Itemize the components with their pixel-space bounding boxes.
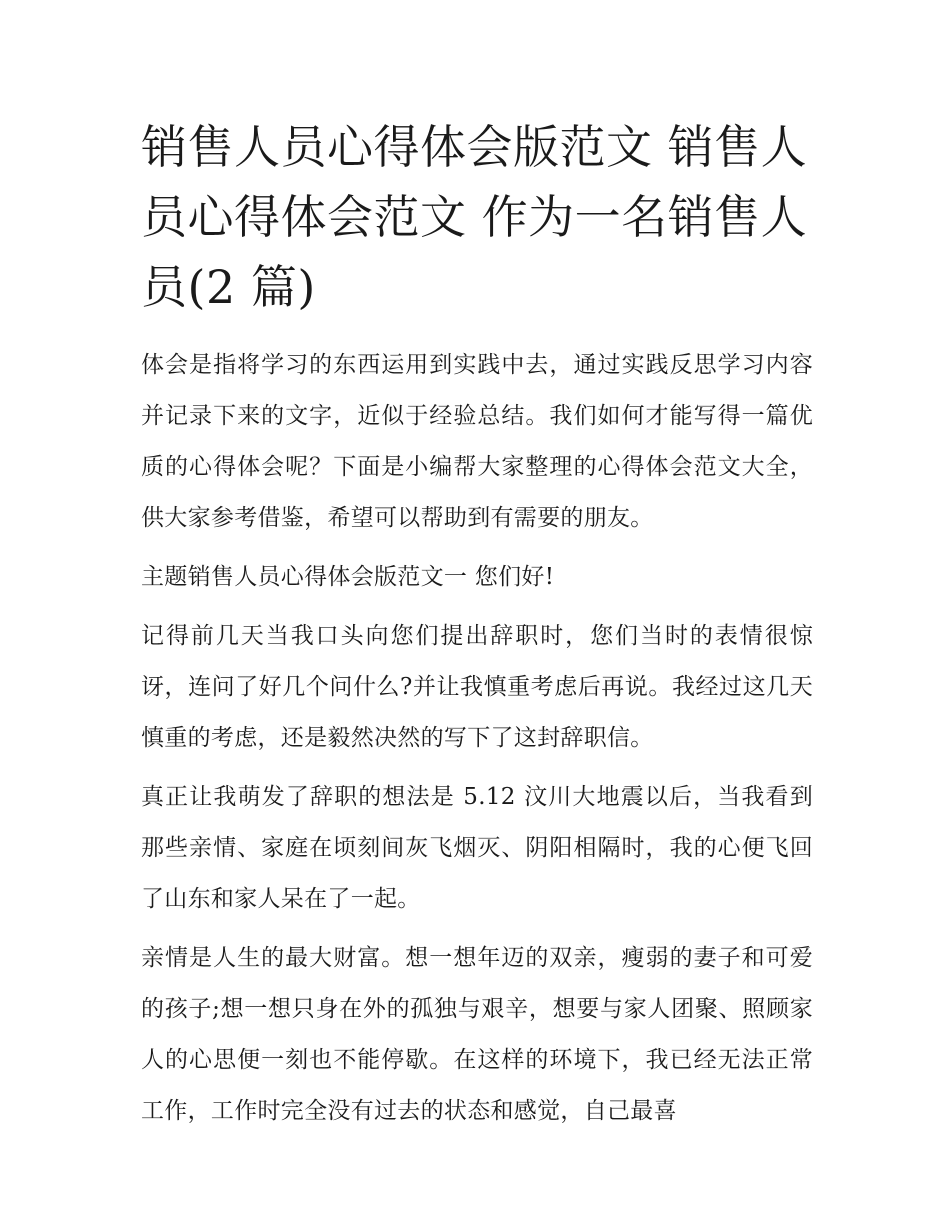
body-paragraph: 记得前几天当我口头向您们提出辞职时，您们当时的表情很惊讶，连问了好几个问什么?并让我慎重考虑后再说。我经过这几天慎重的考虑，还是毅然决然的写下了这封辞职信。 [141,623,813,751]
intro-paragraph: 体会是指将学习的东西运用到实践中去，通过实践反思学习内容并记录下来的文字，近似于经验总结。我们如何才能写得一篇优质的心得体会呢？下面是小编帮大家整理的心得体会范文大全，供大家参考借鉴，希望可以帮助到有需要的朋友。 [141,352,813,531]
body-paragraph: 真正让我萌发了辞职的想法是 5.12 汶川大地震以后，当我看到那些亲情、家庭在顷刻间灰飞烟灭、阴阳相隔时，我的心便飞回了山东和家人呆在了一起。 [141,784,813,912]
document-page [141,112,813,1145]
body-paragraph: 亲情是人生的最大财富。想一想年迈的双亲，瘦弱的妻子和可爱的孩子;想一想只身在外的孤独与艰辛，想要与家人团聚、照顾家人的心思便一刻也不能停歇。在这样的环境下，我已经无法正常工作，工作时完全没有过去的状态和感觉，自己最喜 [141,945,813,1124]
document-title: 销售人员心得体会版范文 销售人员心得体会范文 作为一名销售人员(2 篇) [141,120,808,314]
section-heading-paragraph: 主题销售人员心得体会版范文一 您们好! [141,564,555,590]
